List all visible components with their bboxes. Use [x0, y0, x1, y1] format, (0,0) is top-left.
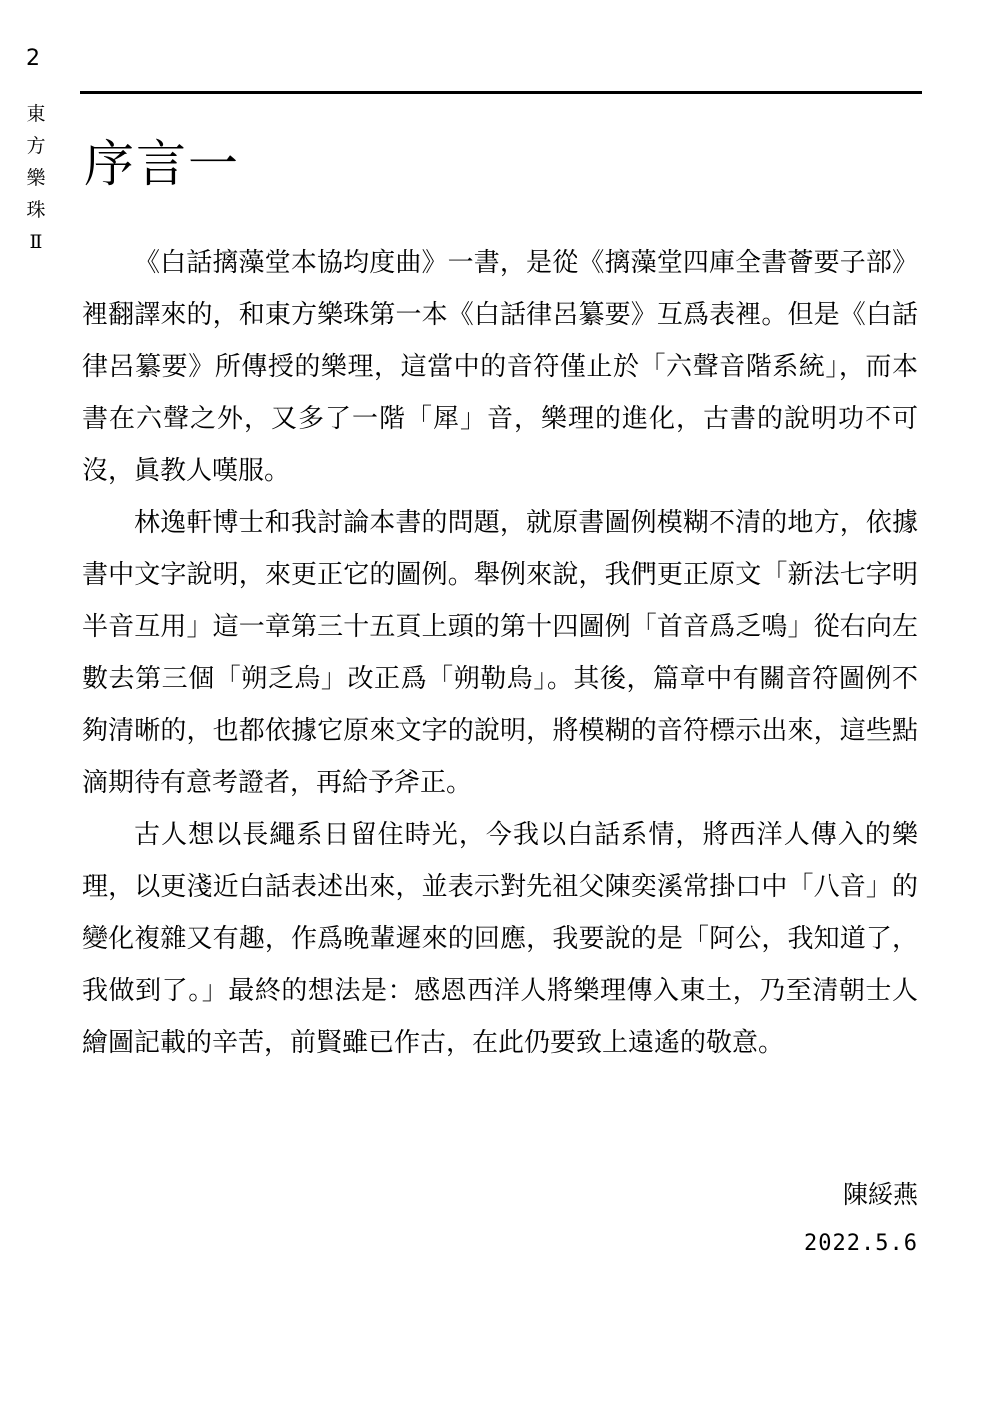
signature-date: 2022.5.6 — [804, 1231, 918, 1256]
author-name: 陳綏燕 — [842, 1180, 918, 1209]
running-header-char: 方 — [26, 135, 46, 157]
page-number: 2 — [26, 46, 40, 71]
preface-body — [82, 237, 918, 1069]
running-header-char: 珠 — [26, 199, 46, 221]
running-header — [22, 98, 50, 258]
paragraph-1: 《白話摛藻堂本協均度曲》一書，是從《摛藻堂四庫全書薈要子部》裡翻譯來的，和東方樂珠第一本《白話律呂纂要》互爲表裡。但是《白話律呂纂要》所傳授的樂理，這當中的音符僅止於「六聲音階系統」，而本書在六聲之外，又多了一階「犀」音，樂理的進化，古書的說明功不可沒，眞教人嘆服。 — [82, 248, 918, 486]
paragraph-3: 古人想以長繩系日留住時光，今我以白話系情，將西洋人傳入的樂理，以更淺近白話表述出來，並表示對先祖父陳奕溪常掛口中「八音」的變化複雜又有趣，作爲晚輩遲來的回應，我要說的是「阿公，我知道了，我做到了。」最終的想法是：感恩西洋人將樂理傳入東土，乃至清朝士人繪圖記載的辛苦，前賢雖已作古，在此仍要致上遠遙的敬意。 — [82, 820, 918, 1058]
paragraph-2: 林逸軒博士和我討論本書的問題，就原書圖例模糊不清的地方，依據書中文字說明，來更正它的圖例。舉例來說，我們更正原文「新法七字明半音互用」這一章第三十五頁上頭的第十四圖例「首音爲乏鳴」從右向左數去第三個「朔乏烏」改正爲「朔勒烏」。其後，篇章中有關音符圖例不夠清晰的，也都依據它原來文字的說明，將模糊的音符標示出來，這些點滴期待有意考證者，再給予斧正。 — [82, 508, 918, 798]
signature-block — [804, 1178, 918, 1259]
running-header-char: 樂 — [26, 167, 46, 189]
title-rule — [80, 91, 922, 94]
running-header-volume: Ⅱ — [29, 231, 43, 253]
running-header-char: 東 — [26, 103, 46, 125]
page-title: 序言一 — [84, 134, 240, 193]
